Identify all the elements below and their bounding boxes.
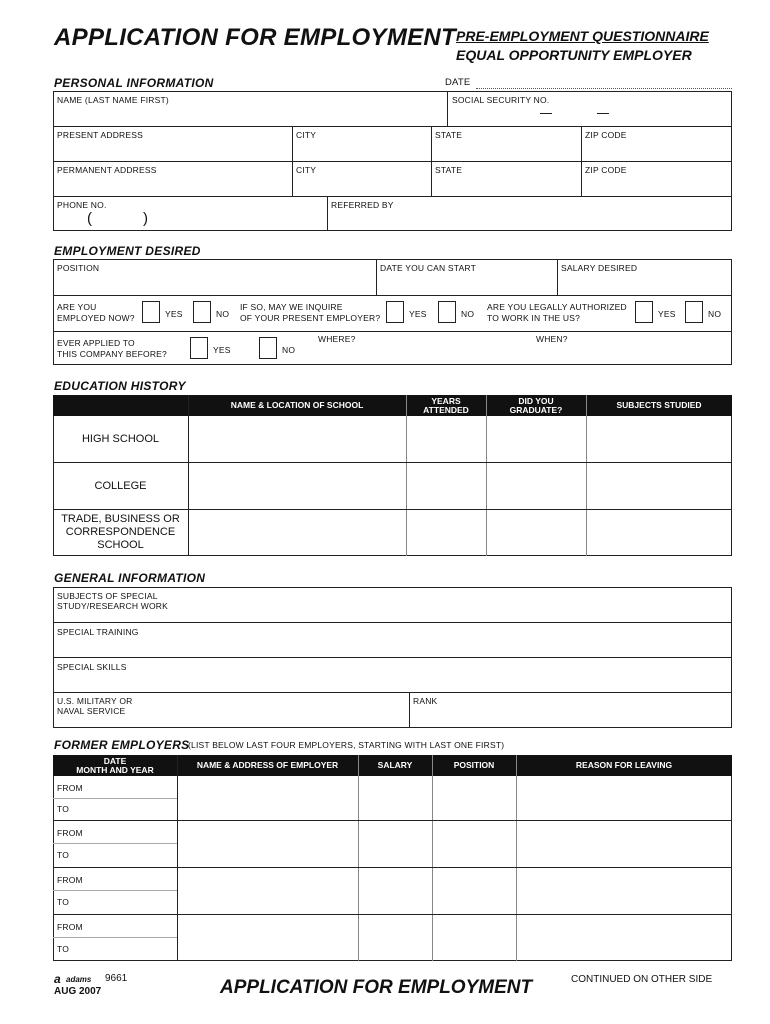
employed-now-label-1: ARE YOU (57, 302, 97, 312)
special-training-label: SPECIAL TRAINING (57, 627, 139, 637)
present-address-label: PRESENT ADDRESS (57, 130, 143, 140)
inquire-yes-checkbox[interactable] (386, 301, 404, 323)
salary-desired-label: SALARY DESIRED (561, 263, 638, 273)
special-study-label-2: STUDY/RESEARCH WORK (57, 601, 169, 611)
authorized-label-1: ARE YOU LEGALLY AUTHORIZED (487, 302, 627, 312)
inquire-yes-label: YES (409, 309, 427, 319)
adams-logo-icon: a (54, 972, 61, 986)
employed-now-yes-checkbox[interactable] (142, 301, 160, 323)
footer-continued: CONTINUED ON OTHER SIDE (571, 974, 713, 985)
applied-before-no-checkbox[interactable] (259, 337, 277, 359)
former-2-employer-field[interactable] (178, 821, 357, 866)
former-3-to-label: TO (57, 897, 70, 907)
applied-before-no-label: NO (282, 345, 296, 355)
former-4-to-label: TO (57, 944, 70, 954)
footer-form-number: 9661 (105, 973, 128, 984)
present-city-label: CITY (296, 130, 317, 140)
ssn-field[interactable] (448, 106, 731, 125)
when-field[interactable] (534, 345, 731, 364)
former-col-date-1: DATE (103, 755, 127, 766)
present-city-field[interactable] (293, 141, 430, 160)
former-col-date (53, 755, 177, 776)
footer-date: AUG 2007 (54, 986, 102, 997)
referred-by-field[interactable] (328, 211, 731, 230)
footer-brand: adams (66, 975, 92, 984)
education-row-trade-3: SCHOOL (97, 539, 144, 551)
present-state-field[interactable] (432, 141, 580, 160)
applied-before-label-2: THIS COMPANY BEFORE? (57, 349, 167, 359)
former-col-name: NAME & ADDRESS OF EMPLOYER (196, 760, 339, 770)
phone-paren-close: ) (143, 210, 148, 227)
present-state-label: STATE (435, 130, 463, 140)
authorized-no-label: NO (708, 309, 722, 319)
education-row-trade-1: TRADE, BUSINESS OR (61, 513, 180, 525)
present-zip-field[interactable] (582, 141, 731, 160)
former-col-position: POSITION (453, 760, 495, 770)
former-3-from-label: FROM (57, 875, 83, 885)
education-col-years-2: ATTENDED (423, 404, 469, 415)
high-school-name-field[interactable] (189, 417, 405, 461)
inquire-label-2: OF YOUR PRESENT EMPLOYER? (240, 313, 381, 323)
form-subtitle-eoe: EQUAL OPPORTUNITY EMPLOYER (456, 47, 692, 63)
rank-label: RANK (413, 696, 438, 706)
permanent-zip-field[interactable] (582, 176, 731, 195)
where-field[interactable] (316, 345, 530, 364)
former-2-from-label: FROM (57, 828, 83, 838)
employed-now-no-label: NO (216, 309, 230, 319)
applied-before-label-1: EVER APPLIED TO (57, 338, 135, 348)
rank-field[interactable] (410, 707, 731, 727)
present-address-field[interactable] (54, 141, 291, 160)
ssn-label: SOCIAL SECURITY NO. (452, 95, 550, 105)
authorized-yes-label: YES (658, 309, 676, 319)
education-col-years (406, 395, 486, 416)
permanent-city-label: CITY (296, 165, 317, 175)
name-label: NAME (LAST NAME FIRST) (57, 95, 169, 105)
former-1-from-label: FROM (57, 783, 83, 793)
special-study-field[interactable] (160, 588, 731, 621)
phone-paren-open: ( (87, 210, 92, 227)
section-former-employers: FORMER EMPLOYERS (54, 738, 190, 752)
trade-school-name-field[interactable] (189, 510, 405, 555)
education-col-graduate-1: DID YOU (518, 395, 554, 406)
permanent-state-field[interactable] (432, 176, 580, 195)
authorized-yes-checkbox[interactable] (635, 301, 653, 323)
authorized-label-2: TO WORK IN THE US? (487, 313, 581, 323)
date-start-label: DATE YOU CAN START (380, 263, 477, 273)
date-start-field[interactable] (377, 274, 556, 294)
former-col-reason: REASON FOR LEAVING (575, 760, 673, 770)
phone-label: PHONE NO. (57, 200, 107, 210)
position-field[interactable] (54, 274, 375, 294)
date-field[interactable] (476, 88, 732, 89)
employed-now-no-checkbox[interactable] (193, 301, 211, 323)
special-study-label-1: SUBJECTS OF SPECIAL (57, 591, 158, 601)
education-row-college: COLLEGE (94, 479, 147, 492)
education-row-high-school: HIGH SCHOOL (81, 432, 159, 445)
where-label: WHERE? (318, 334, 356, 344)
former-2-to-label: TO (57, 850, 70, 860)
permanent-state-label: STATE (435, 165, 463, 175)
former-1-to-label: TO (57, 804, 70, 814)
former-3-employer-field[interactable] (178, 868, 357, 913)
former-col-date-2: MONTH AND YEAR (76, 764, 154, 775)
employed-now-label-2: EMPLOYED NOW? (57, 313, 135, 323)
former-employers-note: (LIST BELOW LAST FOUR EMPLOYERS, STARTING WITH LAST ONE FIRST) (188, 740, 505, 750)
former-col-salary: SALARY (377, 760, 413, 770)
footer-title: APPLICATION FOR EMPLOYMENT (220, 977, 533, 998)
section-general-information: GENERAL INFORMATION (54, 571, 206, 585)
military-label-1: U.S. MILITARY OR (57, 696, 133, 706)
applied-before-yes-label: YES (213, 345, 231, 355)
phone-field[interactable] (54, 211, 326, 230)
permanent-city-field[interactable] (293, 176, 430, 195)
present-zip-label: ZIP CODE (585, 130, 627, 140)
section-personal-information: PERSONAL INFORMATION (54, 76, 214, 90)
salary-desired-field[interactable] (558, 274, 731, 294)
section-employment-desired: EMPLOYMENT DESIRED (54, 244, 201, 258)
education-col-graduate-2: GRADUATE? (509, 404, 563, 415)
permanent-address-field[interactable] (54, 176, 291, 195)
referred-by-label: REFERRED BY (331, 200, 394, 210)
date-label: DATE (445, 77, 471, 88)
position-label: POSITION (57, 263, 100, 273)
military-label-2: NAVAL SERVICE (57, 706, 126, 716)
inquire-no-label: NO (461, 309, 475, 319)
applied-before-yes-checkbox[interactable] (190, 337, 208, 359)
special-skills-field[interactable] (54, 673, 731, 691)
section-education-history: EDUCATION HISTORY (54, 379, 186, 393)
form-title: APPLICATION FOR EMPLOYMENT (54, 24, 457, 51)
education-col-graduate (486, 395, 586, 416)
education-row-trade-2: CORRESPONDENCE (65, 526, 176, 538)
inquire-label-1: IF SO, MAY WE INQUIRE (240, 302, 343, 312)
permanent-zip-label: ZIP CODE (585, 165, 627, 175)
former-4-employer-field[interactable] (178, 915, 357, 960)
form-subtitle-questionnaire: PRE-EMPLOYMENT QUESTIONNAIRE (456, 28, 709, 44)
former-4-from-label: FROM (57, 922, 83, 932)
special-training-field[interactable] (54, 638, 731, 656)
when-label: WHEN? (536, 334, 568, 344)
employed-now-yes-label: YES (165, 309, 183, 319)
military-field[interactable] (140, 693, 408, 727)
former-employers-table (53, 755, 732, 961)
education-col-subjects: SUBJECTS STUDIED (616, 400, 702, 410)
education-col-years-1: YEARS (431, 395, 461, 406)
education-row-trade (54, 510, 187, 555)
name-field[interactable] (54, 106, 446, 125)
authorized-no-checkbox[interactable] (685, 301, 703, 323)
former-1-employer-field[interactable] (178, 777, 357, 819)
permanent-address-label: PERMANENT ADDRESS (57, 165, 157, 175)
inquire-no-checkbox[interactable] (438, 301, 456, 323)
special-skills-label: SPECIAL SKILLS (57, 662, 127, 672)
college-name-field[interactable] (189, 463, 405, 508)
education-col-school: NAME & LOCATION OF SCHOOL (230, 400, 364, 410)
